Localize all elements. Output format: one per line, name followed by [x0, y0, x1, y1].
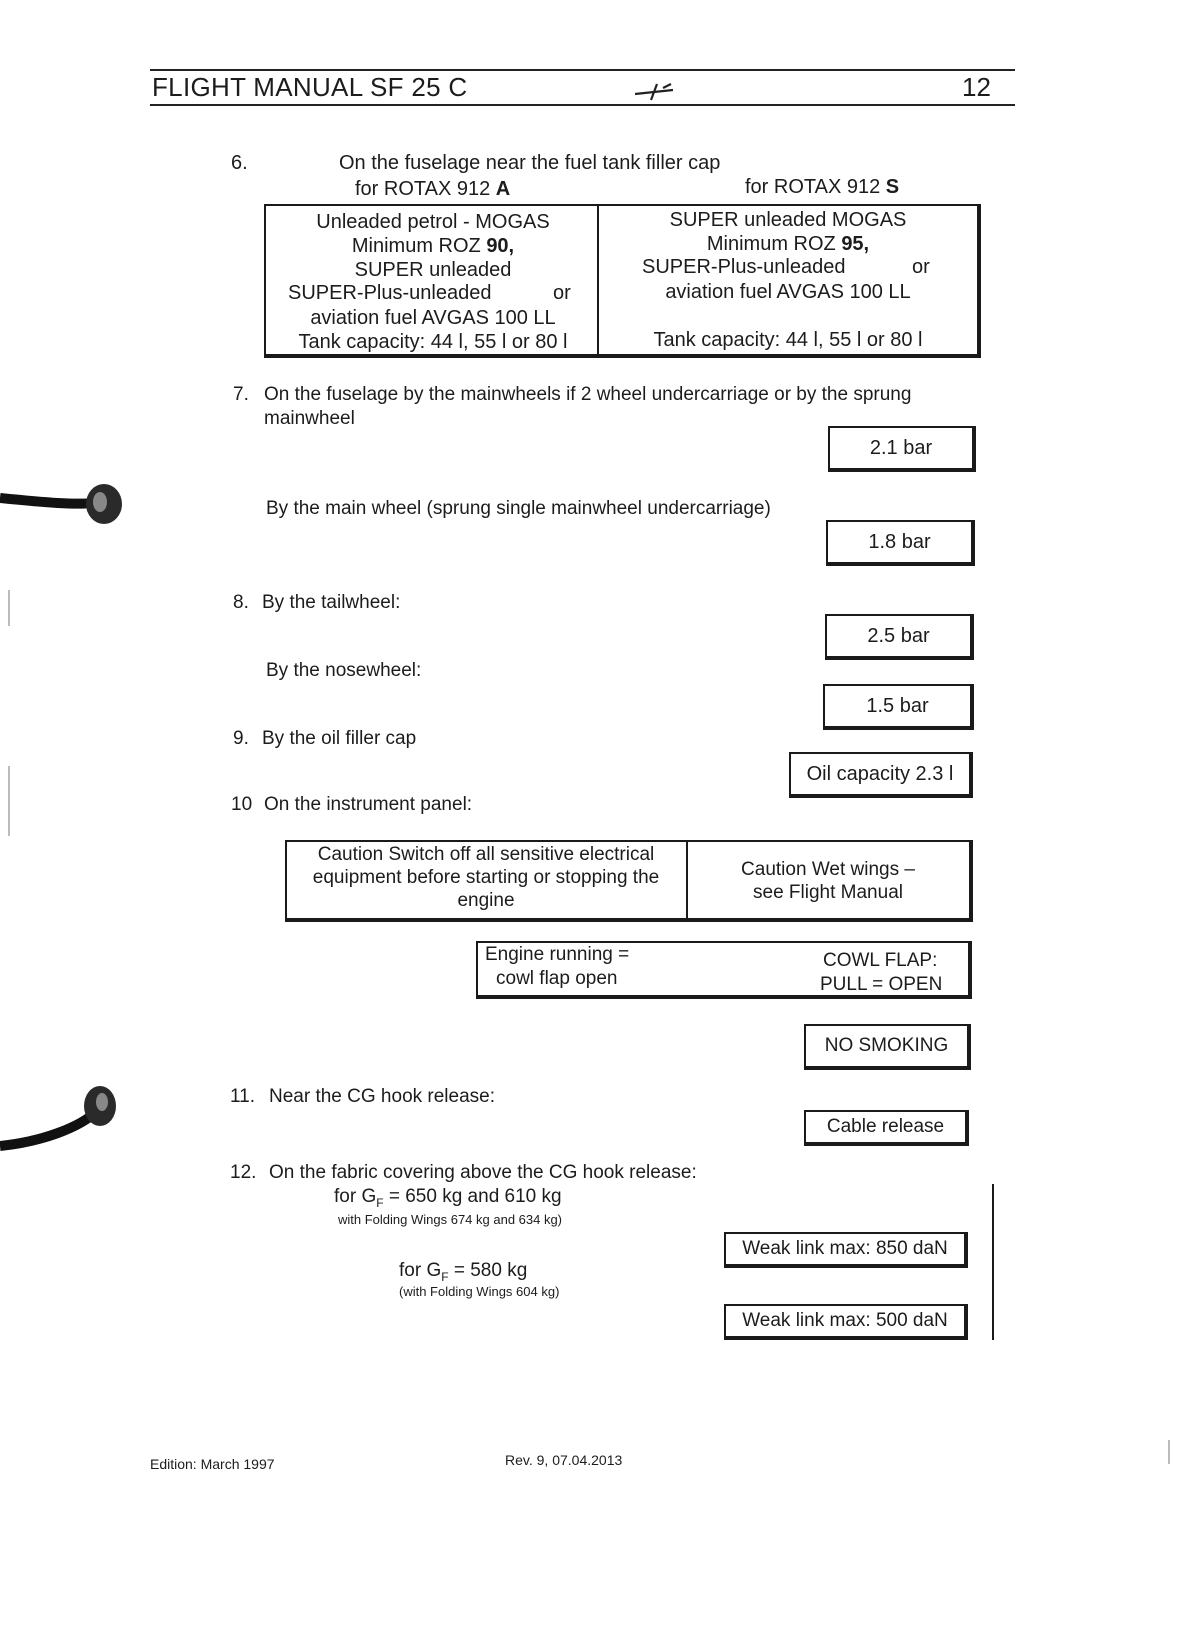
header-title: FLIGHT MANUAL SF 25 C — [152, 72, 468, 102]
fuel-right-line3: SUPER-Plus-unleaded — [642, 256, 846, 278]
logo-icon — [633, 80, 677, 102]
page-number: 12 — [962, 72, 991, 102]
tire-pressure-box-2-5: 2.5 bar — [825, 614, 974, 660]
fuel-right-capacity: Tank capacity: 44 l, 55 l or 80 l — [653, 329, 923, 351]
no-smoking-box: NO SMOKING — [804, 1024, 971, 1070]
item11-text: Near the CG hook release: — [269, 1086, 496, 1107]
scan-mark-1 — [8, 590, 10, 626]
item12-number: 12. — [230, 1162, 257, 1183]
item6-title: On the fuselage near the fuel tank filler cap — [339, 152, 721, 174]
binder-ring-top — [0, 480, 130, 530]
item6-col-s-heading: for ROTAX 912 S — [745, 176, 900, 198]
caution-wet-wings-line1: Caution Wet wings – — [741, 859, 915, 880]
item12-gf-580: for $G_F = 580$ kg — [399, 1260, 528, 1284]
fuel-left-line4: SUPER-Plus-unleaded — [288, 282, 492, 304]
tire-pressure-box-1-8: 1.8 bar — [826, 520, 975, 566]
cowl-flap-line1: COWL FLAP: — [823, 950, 938, 971]
tire-pressure-box-1-5: 1.5 bar — [823, 684, 974, 730]
item8-number: 8. — [233, 592, 249, 613]
fuel-right-line2: Minimum ROZ 95, — [706, 233, 870, 255]
item9-text: By the oil filler cap — [262, 728, 417, 749]
item12-folding-note-b: (with Folding Wings 604 kg) — [399, 1284, 560, 1299]
item12-folding-note-a: with Folding Wings 674 kg and 634 kg) — [338, 1212, 563, 1227]
caution-electrical-line1: Caution Switch off all sensitive electrical — [317, 844, 655, 865]
item7-text-line2: mainwheel — [264, 408, 355, 429]
footer-revision: Rev. 9, 07.04.2013 — [505, 1452, 623, 1468]
engine-running-line1: Engine running = — [485, 944, 630, 965]
item8-tailwheel-text: By the tailwheel: — [262, 592, 401, 613]
header-bottom-rule — [150, 104, 1015, 106]
item8-nosewheel-text: By the nosewheel: — [266, 660, 422, 681]
item10-text: On the instrument panel: — [264, 794, 473, 815]
item6-col-a-heading: for ROTAX 912 A — [355, 178, 511, 200]
item12-gf-650: for $G_F = 650$ kg and 610 kg — [334, 1186, 562, 1210]
fuel-right-line1: SUPER unleaded MOGAS — [669, 209, 907, 231]
weak-link-500-box: Weak link max: 500 daN — [724, 1304, 968, 1340]
item6-number: 6. — [231, 152, 248, 174]
engine-running-line2: cowl flap open — [496, 968, 618, 989]
binder-ring-bottom — [0, 1084, 125, 1164]
caution-wet-wings-line2: see Flight Manual — [753, 882, 903, 903]
item12-text: On the fabric covering above the CG hook release: — [269, 1162, 697, 1183]
fuel-left-line1: Unleaded petrol - MOGAS — [316, 211, 550, 233]
fuel-left-line3: SUPER unleaded — [354, 259, 512, 281]
item9-number: 9. — [233, 728, 249, 749]
fuel-left-line4-or: or — [553, 282, 571, 304]
item7-text-line1: On the fuselage by the mainwheels if 2 wheel undercarriage or by the sprung — [264, 384, 912, 405]
item7-number: 7. — [233, 384, 249, 405]
fuel-left-line5: aviation fuel AVGAS 100 LL — [310, 307, 556, 329]
scan-mark-3 — [1168, 1440, 1170, 1464]
change-bar — [992, 1184, 994, 1340]
weak-link-850-box: Weak link max: 850 daN — [724, 1232, 968, 1268]
item10-number: 10 — [231, 794, 253, 815]
caution-electrical-line2: equipment before starting or stopping the — [312, 867, 660, 888]
fuel-left-capacity: Tank capacity: 44 l, 55 l or 80 l — [298, 331, 568, 353]
scan-mark-2 — [8, 766, 10, 836]
cowl-flap-line2: PULL = OPEN — [820, 974, 943, 995]
fuel-right-line4: aviation fuel AVGAS 100 LL — [665, 281, 911, 303]
caution-electrical-line3: engine — [457, 890, 515, 911]
fuel-left-line2: Minimum ROZ 90, — [351, 235, 515, 257]
item11-number: 11. — [230, 1086, 256, 1107]
fuel-right-line3-or: or — [912, 256, 930, 278]
oil-capacity-box: Oil capacity 2.3 l — [789, 752, 973, 798]
item7-main-wheel-text: By the main wheel (sprung single mainwheel undercarriage) — [266, 498, 771, 519]
cable-release-box: Cable release — [804, 1110, 969, 1146]
header-top-rule — [150, 69, 1015, 71]
tire-pressure-box-2-1: 2.1 bar — [828, 426, 976, 472]
footer-edition: Edition: March 1997 — [150, 1456, 275, 1472]
